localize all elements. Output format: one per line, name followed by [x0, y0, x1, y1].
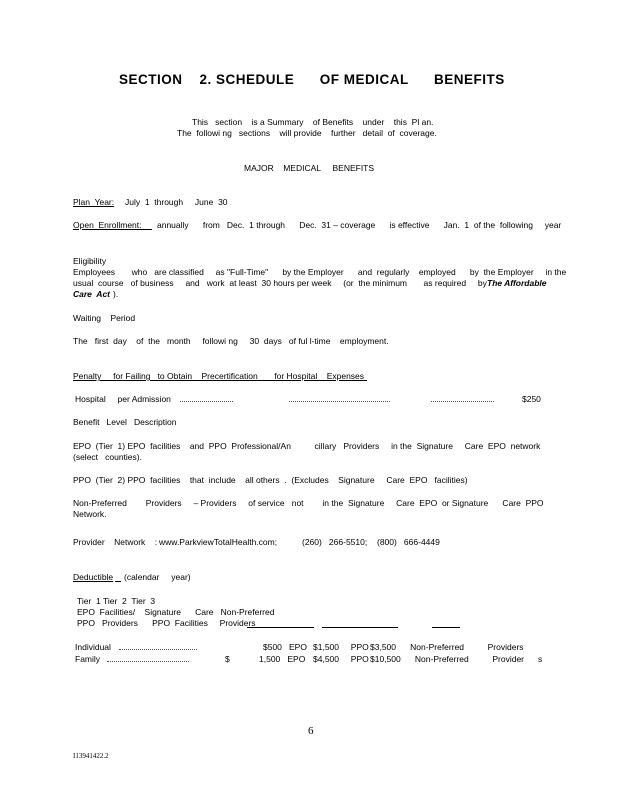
tier1-line-2: (select counties). [73, 452, 142, 462]
waiting-period-title: Waiting Period [73, 313, 136, 323]
header-underline [432, 627, 460, 628]
open-enrollment-value: annually from Dec. 1 through Dec. 31 – coverage is effective Jan. 1 of the following year [157, 220, 562, 230]
deductible-title: Deductible [73, 572, 114, 582]
leader-dots [431, 401, 494, 402]
provider-phone-2: (800) 666-4449 [377, 537, 440, 547]
plan-year-label: Plan Year: [73, 197, 115, 207]
nonpreferred-line-1: Non-Preferred Providers – Providers of service not in the Signature Care EPO or Signature Care PPO [73, 498, 544, 508]
deductible-subtitle: (calendar year) [124, 572, 191, 582]
affordable-care-act-1: The Affordable [487, 278, 547, 288]
deductible-underline [115, 581, 121, 582]
nonpreferred-line-2: Network. [73, 509, 107, 519]
page-number: 6 [308, 725, 314, 737]
leader-dots [289, 401, 390, 402]
family-dollar: $ [225, 654, 230, 664]
leader-dots [107, 661, 189, 662]
header-underline [247, 627, 314, 628]
provider-website: www.ParkviewTotalHealth.com; [159, 537, 278, 547]
hospital-admission-label: Hospital per Admission [75, 394, 171, 404]
waiting-period-text: The first day of the month followi ng 30 days of ful l-time employment. [73, 336, 389, 346]
leader-dots [119, 649, 197, 650]
family-tier1: 1,500 EPO [259, 654, 306, 664]
eligibility-line-2: usual course of business and work at least 30 hours per week (or the minimum as required by [73, 278, 487, 288]
individual-tier1: $500 EPO [263, 642, 307, 652]
document-id: I13941422.2 [73, 752, 109, 760]
tiers-header-row-3: PPO Providers PPO Facilities Providers [77, 618, 256, 628]
tiers-header-row-1: Tier 1 Tier 2 Tier 3 [77, 596, 156, 606]
major-benefits-title: MAJOR MEDICAL BENEFITS [244, 163, 375, 173]
penalty-underline [343, 380, 367, 381]
penalty-amount: $250 [522, 394, 541, 404]
section-heading: SECTION 2. SCHEDULE OF MEDICAL BENEFITS [119, 72, 505, 87]
tier1-line-1: EPO (Tier 1) EPO facilities and PPO Professional/An cillary Providers in the Signature Care EPO network [73, 441, 541, 451]
open-enrollment-label: Open Enrollment: [73, 220, 142, 230]
penalty-title: Penalty for Failing to Obtain Precertification for Hospital Expenses [73, 371, 365, 381]
provider-phone-1: (260) 266-5510; [302, 537, 368, 547]
benefit-level-title: Benefit Level Description [73, 417, 177, 427]
provider-network-label: Provider Network : [73, 537, 158, 547]
individual-label: Individual [75, 642, 111, 652]
eligibility-end: ). [113, 289, 119, 299]
intro-line-1: This section is a Summary of Benefits under this Pl an. [192, 117, 434, 127]
individual-tier3: $3,500 Non-Preferred Providers [370, 642, 524, 652]
eligibility-title: Eligibility [73, 256, 107, 266]
affordable-care-act-2: Care Act [73, 289, 111, 299]
family-label: Family [75, 654, 101, 664]
family-tier2: $4,500 PPO [313, 654, 369, 664]
header-underline [322, 627, 398, 628]
family-tier3-end: s [538, 654, 543, 664]
individual-tier2: $1,500 PPO [313, 642, 369, 652]
leader-dots [180, 401, 233, 402]
family-tier3: $10,500 Non-Preferred Provider [370, 654, 525, 664]
open-enrollment-underline [140, 229, 152, 230]
plan-year-value: July 1 through June 30 [125, 197, 228, 207]
tier2-description: PPO (Tier 2) PPO facilities that include all others . (Excludes Signature Care EPO facilities) [73, 475, 468, 485]
intro-line-2: The followi ng sections will provide further detail of coverage. [177, 128, 437, 138]
tiers-header-row-2: EPO Facilities/ Signature Care Non-Preferred [77, 607, 275, 617]
eligibility-line-1: Employees who are classified as "Full-Time" by the Employer and regularly employed by the Employer in the [73, 267, 567, 277]
